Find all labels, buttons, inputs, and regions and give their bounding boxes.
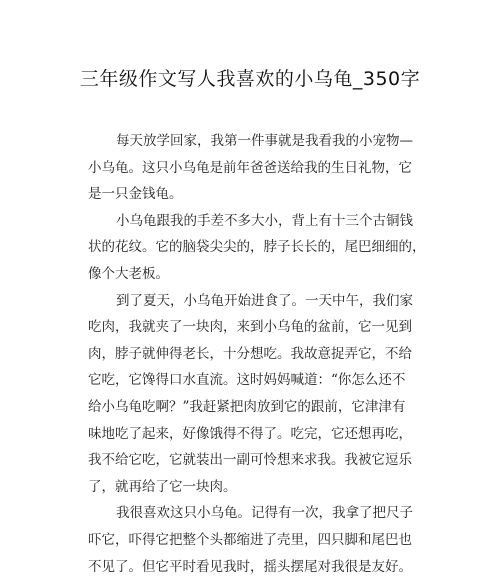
paragraph-1-line-2: 小乌龟。这只小乌龟是前年爸爸送给我的生日礼物，它	[88, 155, 423, 182]
paragraph-3-line-1: 到了夏天，小乌龟开始进食了。一天中午，我们家	[88, 288, 423, 315]
paragraph-2-line-3: 像个大老板。	[88, 261, 423, 288]
paragraph-2-line-1: 小乌龟跟我的手差不多大小，背上有十三个古铜钱	[88, 208, 423, 235]
paragraph-2-line-2: 状的花纹。它的脑袋尖尖的，脖子长长的，尾巴细细的，	[88, 234, 423, 261]
paragraph-4-line-3: 不见了。但它平时看见我时，摇头摆尾对我很是友好。	[88, 554, 423, 580]
paragraph-4-line-2: 吓它，吓得它把整个头都缩进了壳里，四只脚和尾巴也	[88, 527, 423, 554]
paragraph-4-line-1: 我很喜欢这只小乌龟。记得有一次，我拿了把尺子	[88, 500, 423, 527]
paragraph-3-line-3: 肉，脖子就伸得老长，十分想吃。我故意捉弄它，不给	[88, 341, 423, 368]
paragraph-1-line-3: 是一只金钱龟。	[88, 181, 423, 208]
paragraph-3-line-2: 吃肉，我就夹了一块肉，来到小乌龟的盆前，它一见到	[88, 314, 423, 341]
document-title: 三年级作文写人我喜欢的小乌龟_350字	[0, 66, 500, 92]
paragraph-3-line-7: 我不给它吃，它就装出一副可怜想来求我。我被它逗乐	[88, 447, 423, 474]
essay-body	[88, 128, 423, 580]
paragraph-3-line-4: 它吃，它馋得口水直流。这时妈妈喊道：“你怎么还不	[88, 367, 423, 394]
paragraph-1-line-1: 每天放学回家，我第一件事就是我看我的小宠物—	[88, 128, 423, 155]
paragraph-3-line-6: 味地吃了起来，好像饿得不得了。吃完，它还想再吃，	[88, 421, 423, 448]
paragraph-3-line-5: 给小乌龟吃啊？”我赶紧把肉放到它的跟前，它津津有	[88, 394, 423, 421]
paragraph-3-line-8: 了，就再给了它一块肉。	[88, 474, 423, 501]
